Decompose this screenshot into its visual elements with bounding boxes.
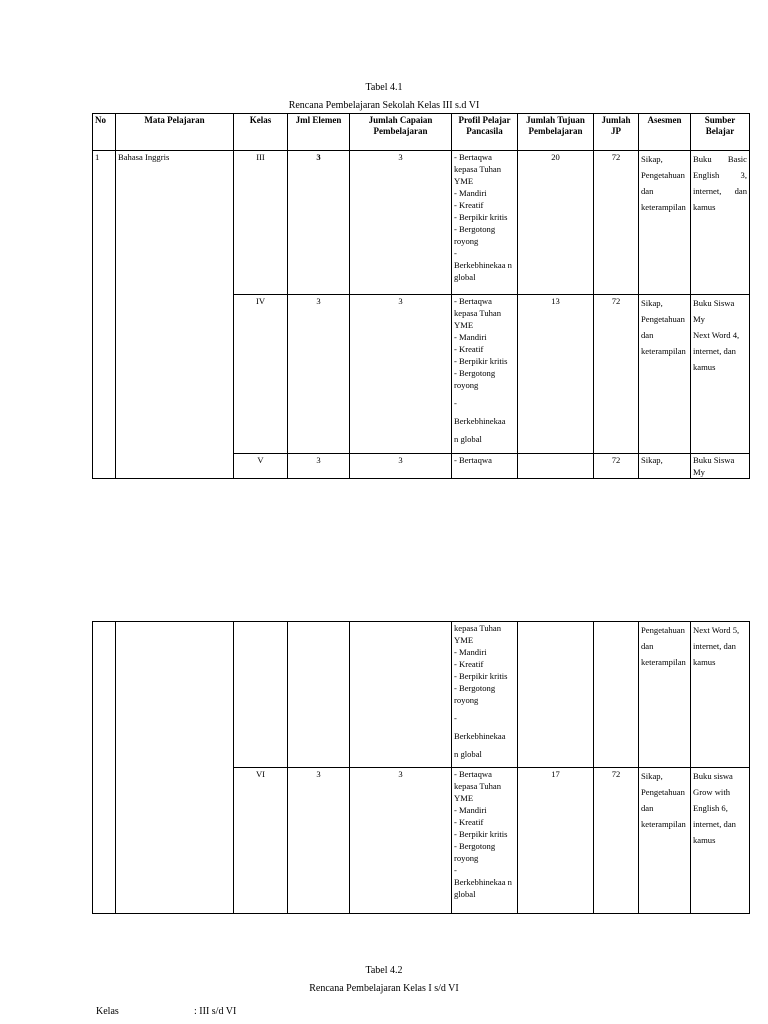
cell-tujuan: 20	[518, 151, 594, 295]
kelas-info-line	[96, 1006, 236, 1017]
table-row	[93, 151, 750, 295]
cell-tujuan: 13	[518, 295, 594, 454]
table-row-continuation	[93, 622, 750, 768]
cell-sumber: Buku Siswa My	[691, 454, 750, 479]
cell-asesmen: Sikap, Pengetahuan dan keterampilan	[639, 295, 691, 454]
header-kelas: Kelas	[234, 114, 288, 151]
table2-title: Rencana Pembelajaran Kelas I s/d VI	[309, 983, 459, 994]
header-mata-pelajaran: Mata Pelajaran	[116, 114, 234, 151]
cell-elemen	[288, 622, 350, 768]
kelas-value: : III s/d VI	[194, 1006, 237, 1017]
cell-asesmen: Sikap,	[639, 454, 691, 479]
cell-jp: 72	[594, 151, 639, 295]
cell-kelas	[234, 622, 288, 768]
cell-capaian: 3	[350, 151, 452, 295]
cell-elemen: 3	[288, 295, 350, 454]
cell-profil: - Bertaqwa kepasa Tuhan YME - Mandiri - Kreatif - Berpikir kritis - Bergotong royong - Berkebhinekaa n global	[452, 151, 518, 295]
header-no: No	[93, 114, 116, 151]
cell-kelas: III	[234, 151, 288, 295]
cell-capaian: 3	[350, 454, 452, 479]
cell-elemen: 3	[288, 151, 350, 295]
cell-asesmen: Pengetahuan dan keterampilan	[639, 622, 691, 768]
header-asesmen: Asesmen	[639, 114, 691, 151]
cell-sumber: Buku Siswa My Next Word 4, internet, dan kamus	[691, 295, 750, 454]
cell-tujuan: 17	[518, 768, 594, 914]
header-sumber-belajar: Sumber Belajar	[691, 114, 750, 151]
cell-capaian	[350, 622, 452, 768]
header-jumlah-capaian: Jumlah Capaian Pembelajaran	[350, 114, 452, 151]
cell-kelas: V	[234, 454, 288, 479]
cell-profil: kepasa Tuhan YME - Mandiri - Kreatif - Berpikir kritis - Bergotong royong - Berkebhinekaa n global	[452, 622, 518, 768]
table1-title: Rencana Pembelajaran Sekolah Kelas III s.d VI	[288, 100, 480, 111]
cell-asesmen: Sikap, Pengetahuan dan keterampilan	[639, 768, 691, 914]
cell-jp: 72	[594, 295, 639, 454]
cell-profil: - Bertaqwa kepasa Tuhan YME - Mandiri - Kreatif - Berpikir kritis - Bergotong royong - Berkebhinekaa n global	[452, 768, 518, 914]
cell-elemen: 3	[288, 768, 350, 914]
table-header-row	[93, 114, 750, 151]
cell-jp: 72	[594, 454, 639, 479]
cell-tujuan	[518, 622, 594, 768]
cell-jp: 72	[594, 768, 639, 914]
cell-mata-pelajaran: Bahasa Inggris	[116, 151, 234, 479]
header-jml-elemen: Jml Elemen	[288, 114, 350, 151]
cell-no: 1	[93, 151, 116, 479]
header-jumlah-jp: Jumlah JP	[594, 114, 639, 151]
cell-kelas: IV	[234, 295, 288, 454]
cell-jp	[594, 622, 639, 768]
cell-elemen: 3	[288, 454, 350, 479]
table2-caption: Tabel 4.2	[365, 965, 403, 976]
cell-sumber: Next Word 5, internet, dan kamus	[691, 622, 750, 768]
cell-mata-pelajaran	[116, 622, 234, 914]
cell-tujuan	[518, 454, 594, 479]
cell-capaian: 3	[350, 295, 452, 454]
cell-profil: - Bertaqwa	[452, 454, 518, 479]
header-jumlah-tujuan: Jumlah Tujuan Pembelajaran	[518, 114, 594, 151]
cell-no	[93, 622, 116, 914]
table1-caption: Tabel 4.1	[365, 82, 403, 93]
cell-capaian: 3	[350, 768, 452, 914]
header-profil-pelajar: Profil Pelajar Pancasila	[452, 114, 518, 151]
cell-kelas: VI	[234, 768, 288, 914]
learning-plan-table-part2	[92, 621, 750, 914]
cell-asesmen: Sikap, Pengetahuan dan keterampilan	[639, 151, 691, 295]
cell-profil: - Bertaqwa kepasa Tuhan YME - Mandiri - Kreatif - Berpikir kritis - Bergotong royong - Berkebhinekaa n global	[452, 295, 518, 454]
cell-sumber: Buku siswa Grow with English 6, internet, dan kamus	[691, 768, 750, 914]
kelas-label: Kelas	[96, 1006, 119, 1017]
cell-sumber: Buku Basic English 3, internet, dan kamus	[691, 151, 750, 295]
learning-plan-table-part1	[92, 113, 750, 479]
